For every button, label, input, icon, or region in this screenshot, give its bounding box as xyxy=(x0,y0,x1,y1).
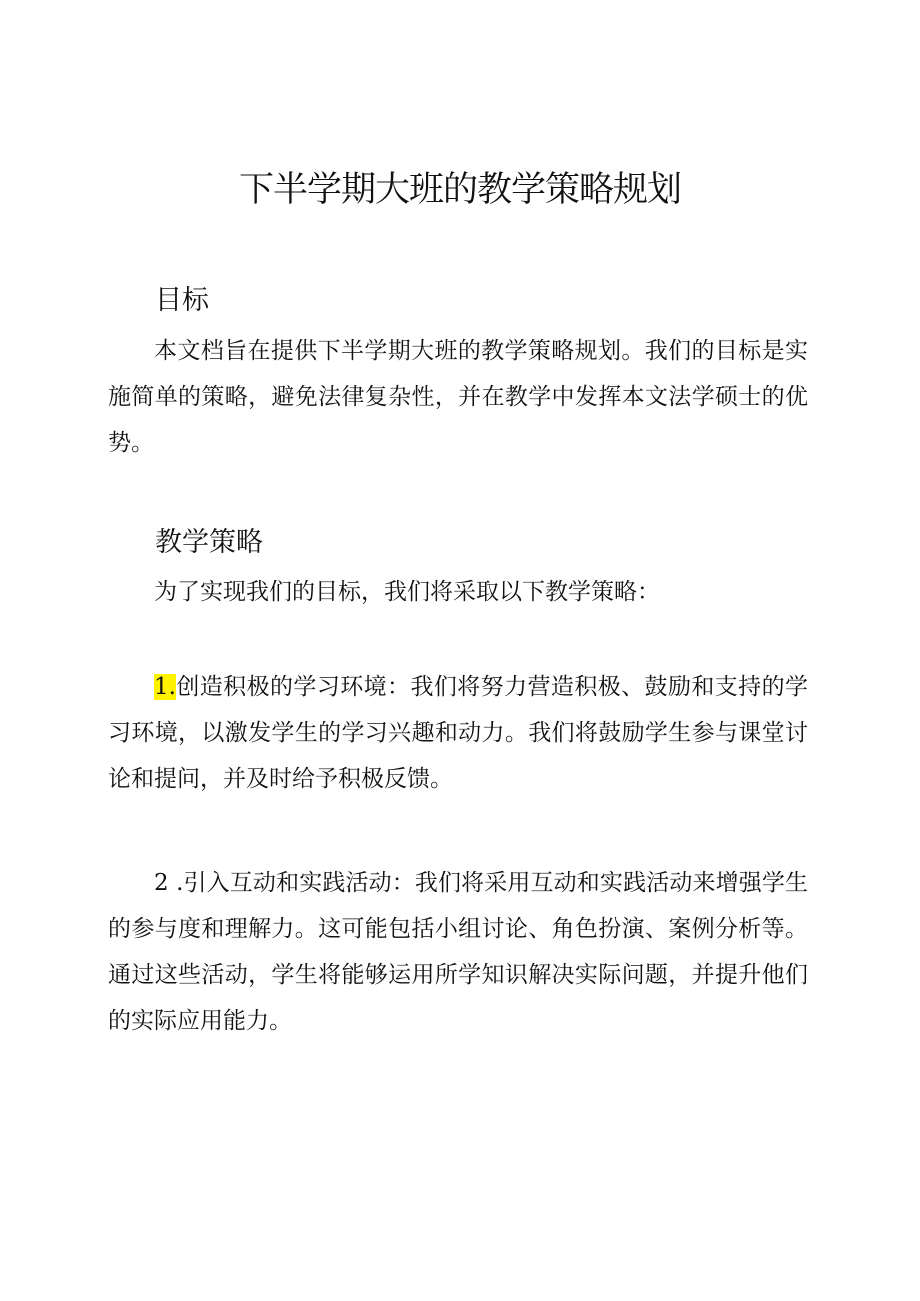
strategies-intro: 为了实现我们的目标，我们将采取以下教学策略： xyxy=(154,579,660,605)
strategy-item-1-text: 创造积极的学习环境：我们将努力营造积极、鼓励和支持的学习环境，以激发学生的学习兴趣和动力。我们将鼓励学生参与课堂讨论和提问，并及时给予积极反馈。 xyxy=(108,674,808,792)
strategy-item-2-text: .引入互动和实践活动：我们将采用互动和实践活动来增强学生的参与度和理解力。这可能包括小组讨论、角色扮演、案例分析等。通过这些活动，学生将能够运用所学知识解决实际问题，并提升他们的实际应用能力。 xyxy=(108,870,808,1034)
strategy-item-1 xyxy=(108,664,808,802)
goals-paragraph: 本文档旨在提供下半学期大班的教学策略规划。我们的目标是实施简单的策略，避免法律复杂性，并在教学中发挥本文法学硕士的优势。 xyxy=(108,338,808,456)
section-heading-goals: 目标 xyxy=(155,285,209,316)
item-number: 2 xyxy=(154,870,169,896)
section-heading-strategies: 教学策略 xyxy=(155,527,263,558)
strategy-item-2 xyxy=(108,860,808,1044)
document-title: 下半学期大班的教学策略规划 xyxy=(238,170,681,210)
item-number-highlight: 1. xyxy=(154,674,176,700)
